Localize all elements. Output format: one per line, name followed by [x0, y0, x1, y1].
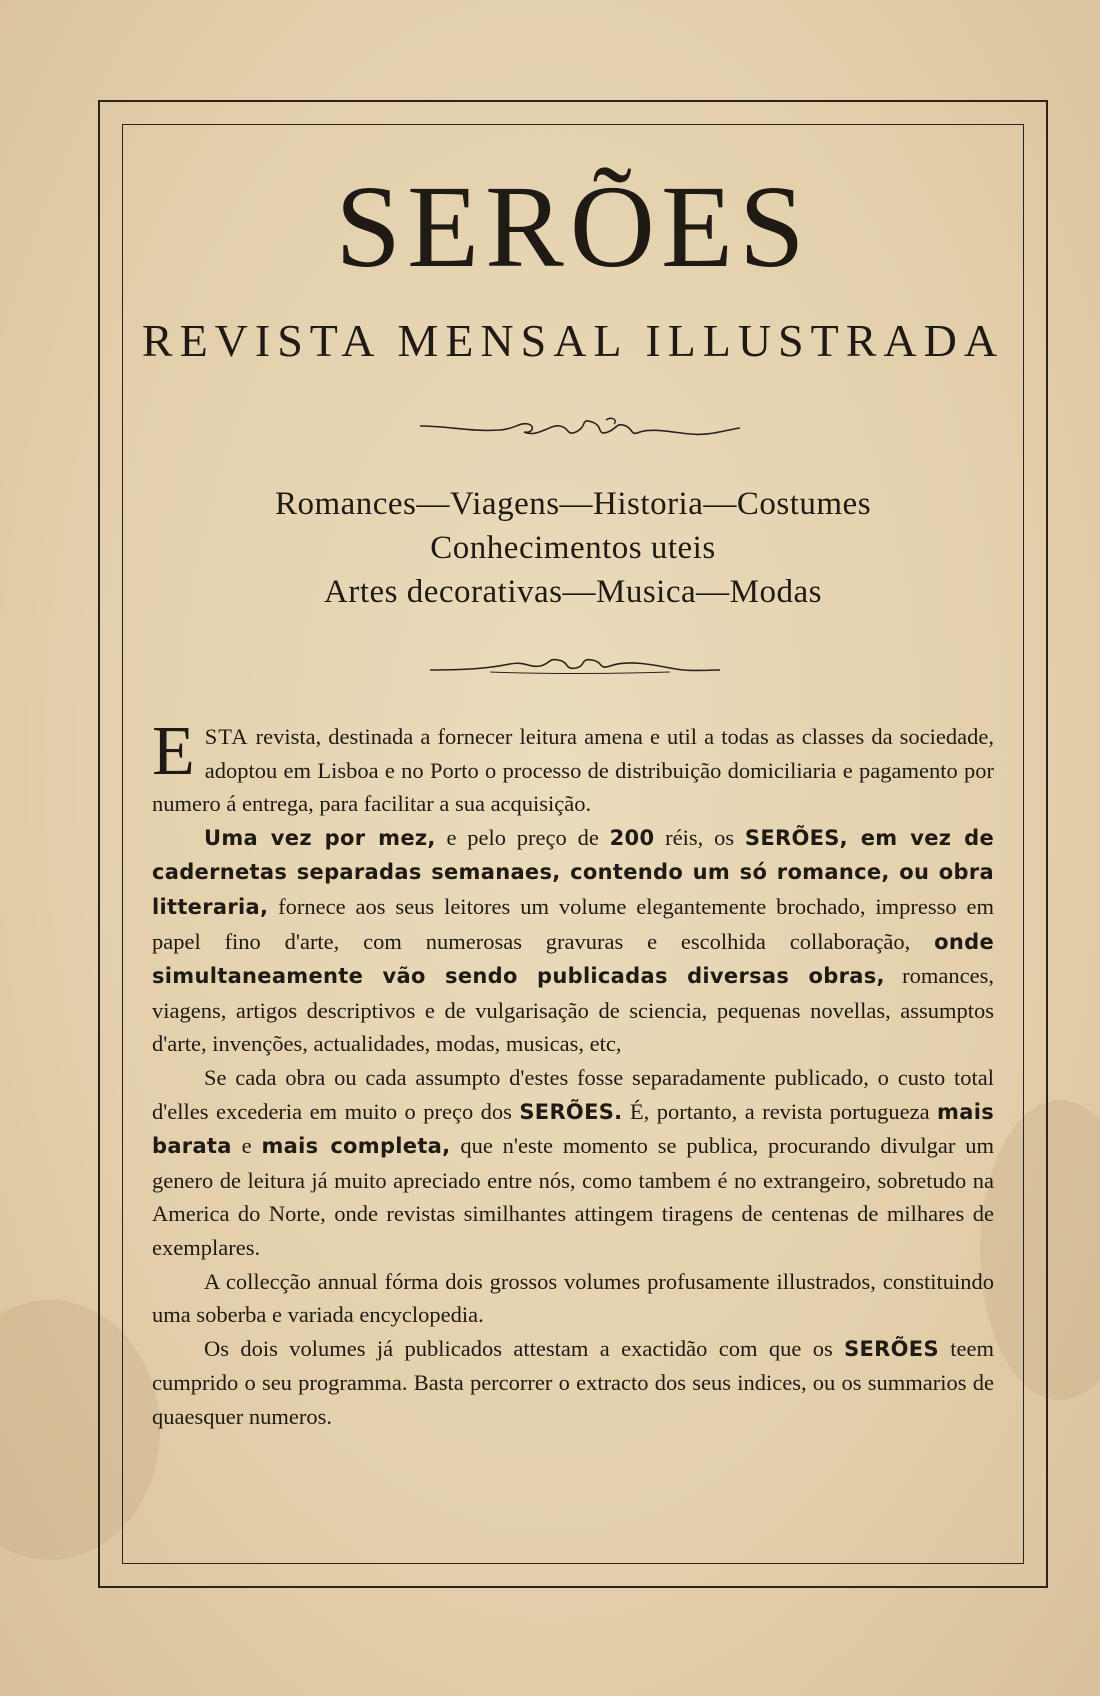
- bold-phrase: 200: [609, 825, 655, 850]
- paragraph-text: revista, destinada a fornecer leitura amena e util a todas as classes da sociedade, adoptou em Lisboa e no Porto o processo de distribuição domiciliaria e pagamento por numero á entrega, para facilitar a sua acquisição.: [152, 724, 994, 817]
- masthead-subtitle: REVISTA MENSAL ILLUSTRADA: [141, 315, 1005, 366]
- paragraph-text: e pelo preço de: [435, 824, 610, 850]
- flourish-ornament-icon: [430, 650, 720, 680]
- bold-phrase: SERÕES: [844, 1336, 939, 1361]
- article-paragraph-4: [152, 1265, 994, 1332]
- lead-word: STA: [204, 724, 249, 749]
- paragraph-text: fornece aos seus leitores um volume elegantemente brochado, impresso em papel fino d'arte, com numerosas gravuras e escolhida collaboração,: [152, 893, 994, 954]
- drop-cap: E: [152, 713, 195, 790]
- bold-phrase: mais completa,: [261, 1134, 451, 1159]
- article-paragraph-1: [152, 713, 994, 821]
- paragraph-text: romances, viagens, artigos descriptivos e de vulgarisação de sciencia, pequenas novellas, assumptos d'arte, invenções, actualidades, modas, musicas, etc,: [152, 963, 994, 1057]
- paragraph-text: Os dois volumes já publicados attestam a exactidão com que os: [204, 1335, 845, 1361]
- article-paragraph-3: [152, 1061, 994, 1265]
- article-paragraph-2: [152, 821, 994, 1061]
- paragraph-text: É, portanto, a revista portugueza: [622, 1098, 938, 1124]
- flourish-ornament-icon: [420, 410, 740, 446]
- bold-phrase: SERÕES.: [519, 1099, 623, 1124]
- paragraph-text: réis, os: [654, 824, 745, 850]
- masthead-title: SERÕES: [335, 161, 811, 292]
- topics-line-2: Conhecimentos uteis: [430, 530, 716, 566]
- bold-phrase: Uma vez por mez,: [204, 825, 436, 850]
- article-paragraph-5: [152, 1332, 994, 1434]
- paragraph-text: e: [231, 1133, 262, 1159]
- topics-list: [122, 482, 1024, 614]
- paragraph-text: teem cumprido o seu programma. Basta percorrer o extracto dos seus indices, ou os summarios de quaesquer numeros.: [152, 1335, 994, 1429]
- bold-phrase: mais barata: [152, 1099, 994, 1159]
- paragraph-text: Se cada obra ou cada assumpto d'estes fosse separadamente publicado, o custo total d'elles excederia em muito o preço dos: [152, 1064, 994, 1124]
- bold-phrase: SERÕES, em vez de cadernetas separadas semanaes, contendo um só romance, ou obra litteraria,: [152, 825, 994, 919]
- topics-line-3: Artes decorativas—Musica—Modas: [324, 574, 822, 610]
- paragraph-text: A collecção annual fórma dois grossos volumes profusamente illustrados, constituindo uma soberba e variada encyclopedia.: [152, 1268, 994, 1328]
- paragraph-text: que n'este momento se publica, procurando divulgar um genero de leitura já muito apreciado entre nós, como tambem é no extrangeiro, sobretudo na America do Norte, onde revistas similhantes attingem tiragens de centenas de milhares de exemplares.: [152, 1133, 994, 1260]
- topics-line-1: Romances—Viagens—Historia—Costumes: [274, 486, 872, 522]
- bold-phrase: onde simultaneamente vão sendo publicadas diversas obras,: [152, 929, 994, 989]
- article-body: [152, 713, 994, 1433]
